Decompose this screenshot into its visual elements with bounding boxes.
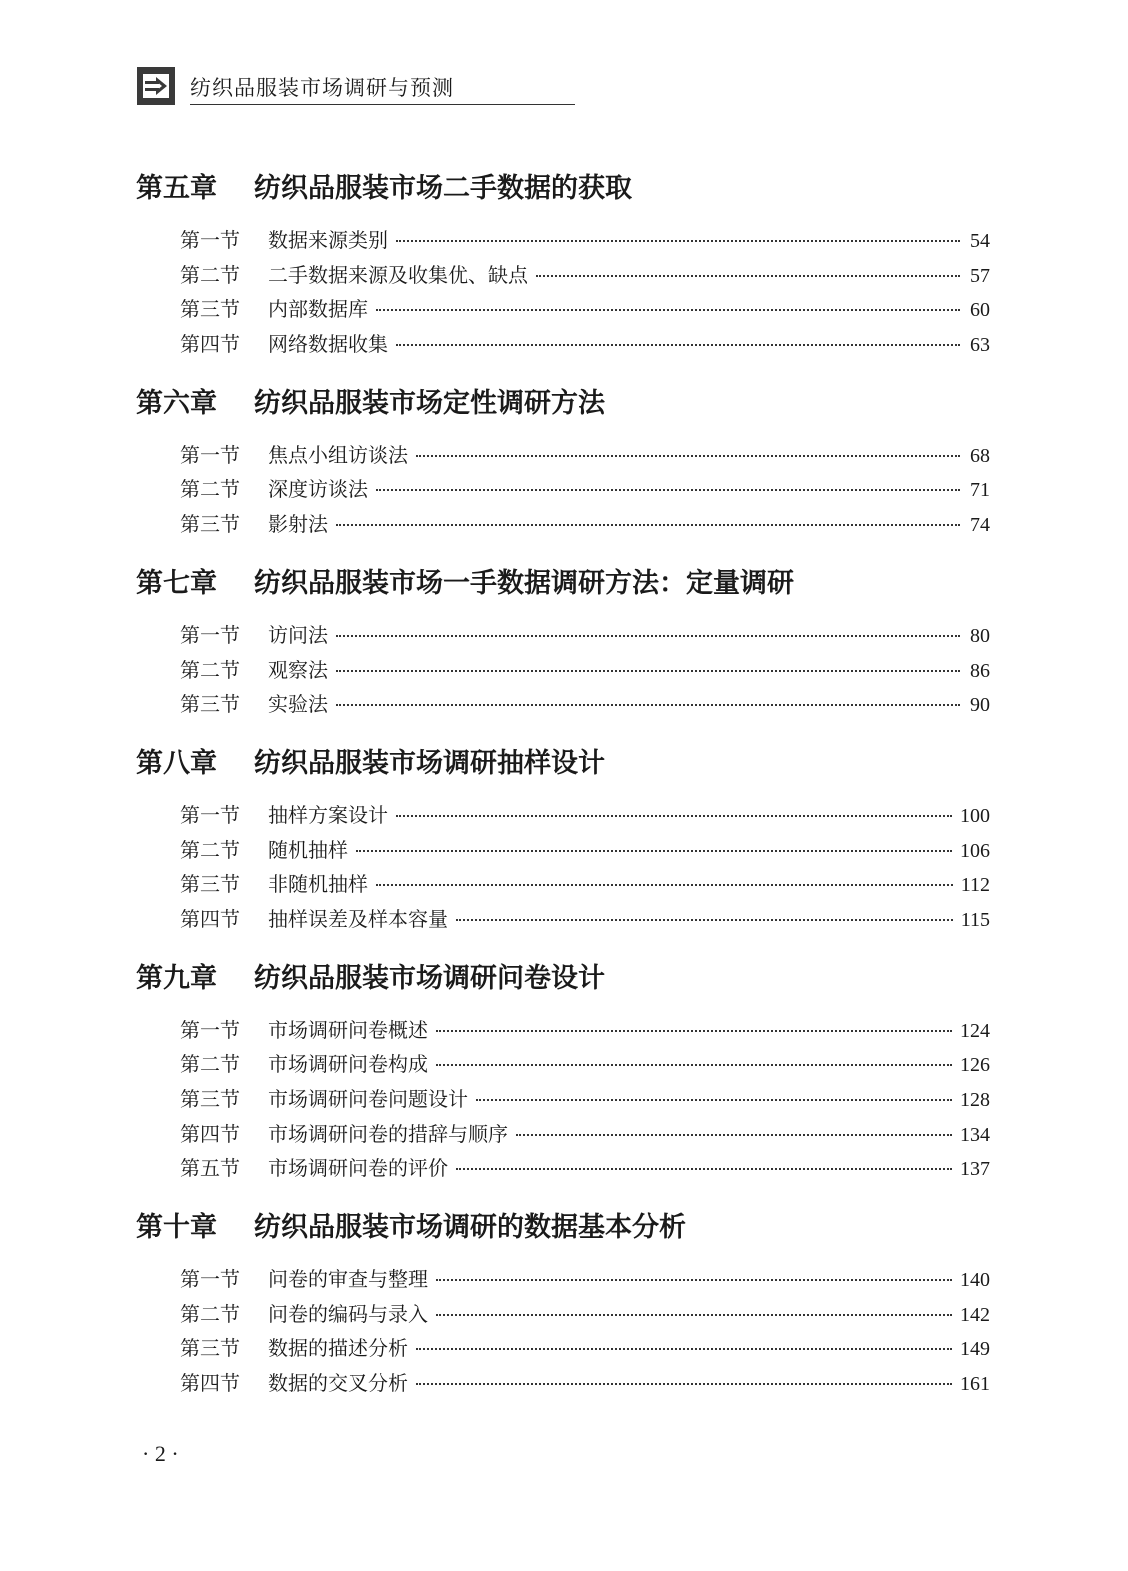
page-ref: 106 xyxy=(960,839,990,862)
toc-entry[interactable] xyxy=(136,1118,990,1153)
page-ref: 134 xyxy=(960,1123,990,1146)
page-ref: 68 xyxy=(970,444,990,467)
section-label: 第一节 xyxy=(180,442,240,467)
chapter-title: 纺织品服装市场调研的数据基本分析 xyxy=(254,1212,686,1244)
section-title: 市场调研问卷概述 xyxy=(268,1017,428,1042)
toc-entry[interactable] xyxy=(136,508,990,543)
page-ref: 124 xyxy=(960,1019,990,1042)
running-header xyxy=(136,66,996,108)
section-label: 第二节 xyxy=(180,262,240,287)
chapter-title: 纺织品服装市场调研抽样设计 xyxy=(254,747,605,779)
dot-leader xyxy=(536,275,960,277)
dot-leader xyxy=(416,1348,952,1350)
section-label: 第二节 xyxy=(180,1052,240,1077)
toc-entry[interactable] xyxy=(136,224,990,259)
chapter-heading[interactable] xyxy=(136,381,990,425)
section-title: 影射法 xyxy=(268,512,328,537)
page-ref: 140 xyxy=(960,1269,990,1292)
dot-leader xyxy=(436,1064,952,1066)
section-list xyxy=(136,619,990,723)
section-label: 第二节 xyxy=(180,657,240,682)
toc-entry[interactable] xyxy=(136,654,990,689)
page-ref: 74 xyxy=(970,514,990,537)
toc-entry[interactable] xyxy=(136,1332,990,1367)
section-title: 数据的交叉分析 xyxy=(268,1371,408,1396)
chapter xyxy=(136,956,990,1187)
arrow-right-box-icon xyxy=(136,66,176,106)
section-label: 第五节 xyxy=(180,1156,240,1181)
page-ref: 128 xyxy=(960,1089,990,1111)
page-number: · 2 · xyxy=(142,1441,179,1466)
page-ref: 115 xyxy=(960,908,990,931)
section-label: 第三节 xyxy=(180,692,240,717)
dot-leader xyxy=(396,344,960,346)
dot-leader xyxy=(416,1383,952,1385)
page-ref: 90 xyxy=(970,694,990,717)
page-ref: 57 xyxy=(970,264,990,287)
section-label: 第三节 xyxy=(180,512,240,537)
toc-entry[interactable] xyxy=(136,439,990,474)
toc-entry[interactable] xyxy=(136,1263,990,1298)
section-title: 数据的描述分析 xyxy=(268,1336,408,1361)
page-ref: 80 xyxy=(970,624,990,647)
page-ref: 112 xyxy=(960,874,990,897)
page-ref: 63 xyxy=(970,334,990,357)
section-title: 抽样误差及样本容量 xyxy=(268,906,448,931)
header-rule xyxy=(190,104,575,105)
toc-entry[interactable] xyxy=(136,688,990,723)
dot-leader xyxy=(436,1314,952,1316)
section-label: 第三节 xyxy=(180,1087,240,1111)
toc-entry[interactable] xyxy=(136,1367,990,1402)
chapter-label: 第七章 xyxy=(136,567,217,599)
page-ref: 100 xyxy=(960,804,990,827)
section-title: 内部数据库 xyxy=(268,297,368,322)
section-title: 市场调研问卷构成 xyxy=(268,1052,428,1077)
page-ref: 54 xyxy=(970,230,990,252)
toc-entry[interactable] xyxy=(136,1014,990,1049)
chapter xyxy=(136,166,990,363)
section-label: 第四节 xyxy=(180,1371,240,1396)
toc-entry[interactable] xyxy=(136,799,990,834)
chapter-heading[interactable] xyxy=(136,166,990,210)
dot-leader xyxy=(436,1279,952,1281)
section-label: 第四节 xyxy=(180,332,240,357)
section-title: 实验法 xyxy=(268,692,328,717)
dot-leader xyxy=(396,240,960,242)
section-title: 深度访谈法 xyxy=(268,477,368,502)
dot-leader xyxy=(376,309,960,311)
dot-leader xyxy=(376,884,953,886)
dot-leader xyxy=(356,850,952,852)
dot-leader xyxy=(456,1168,952,1170)
page-ref: 71 xyxy=(970,479,990,502)
chapter-label: 第五章 xyxy=(136,173,217,204)
section-title: 观察法 xyxy=(268,657,328,682)
section-title: 二手数据来源及收集优、缺点 xyxy=(268,262,528,287)
chapter-label: 第九章 xyxy=(136,962,217,994)
section-title: 非随机抽样 xyxy=(268,872,368,897)
section-label: 第一节 xyxy=(180,1017,240,1042)
section-label: 第三节 xyxy=(180,1336,240,1361)
section-list xyxy=(136,1263,990,1402)
dot-leader xyxy=(436,1030,952,1032)
chapter xyxy=(136,561,990,723)
chapter xyxy=(136,381,990,543)
toc-entry[interactable] xyxy=(136,1083,990,1118)
chapter-heading[interactable] xyxy=(136,1205,990,1249)
dot-leader xyxy=(336,524,960,526)
toc-entry[interactable] xyxy=(136,868,990,903)
page-ref: 142 xyxy=(960,1303,990,1326)
section-list xyxy=(136,1014,990,1187)
section-list xyxy=(136,439,990,543)
section-title: 市场调研问卷问题设计 xyxy=(268,1087,468,1111)
dot-leader xyxy=(476,1099,952,1101)
toc-entry[interactable] xyxy=(136,473,990,508)
toc-entry[interactable] xyxy=(136,259,990,294)
dot-leader xyxy=(456,919,953,921)
page-ref: 126 xyxy=(960,1054,990,1077)
section-title: 随机抽样 xyxy=(268,837,348,862)
toc-entry[interactable] xyxy=(136,1152,990,1187)
chapter-label: 第十章 xyxy=(136,1212,217,1244)
page-ref: 149 xyxy=(960,1338,990,1361)
chapter-heading[interactable] xyxy=(136,561,990,605)
dot-leader xyxy=(336,704,960,706)
section-title: 抽样方案设计 xyxy=(268,802,388,827)
page-ref: 137 xyxy=(960,1158,990,1181)
running-title: 纺织品服装市场调研与预测 xyxy=(190,76,454,100)
toc-entry[interactable] xyxy=(136,328,990,363)
toc-entry[interactable] xyxy=(136,903,990,938)
dot-leader xyxy=(396,815,952,817)
toc-entry[interactable] xyxy=(136,1048,990,1083)
section-list xyxy=(136,799,990,938)
dot-leader xyxy=(516,1134,952,1136)
page-ref: 161 xyxy=(960,1373,990,1396)
page-ref: 60 xyxy=(970,299,990,322)
section-title: 焦点小组访谈法 xyxy=(268,442,408,467)
chapter-title: 纺织品服装市场二手数据的获取 xyxy=(254,173,632,204)
section-title: 问卷的编码与录入 xyxy=(268,1301,428,1326)
section-title: 市场调研问卷的措辞与顺序 xyxy=(268,1121,508,1146)
chapter-label: 第八章 xyxy=(136,747,217,779)
chapter-heading[interactable] xyxy=(136,956,990,1000)
section-label: 第二节 xyxy=(180,477,240,502)
page-ref: 86 xyxy=(970,659,990,682)
chapter-title: 纺织品服装市场调研问卷设计 xyxy=(254,962,605,994)
section-list xyxy=(136,224,990,363)
section-label: 第一节 xyxy=(180,228,240,252)
section-title: 数据来源类别 xyxy=(268,228,388,252)
chapter xyxy=(136,741,990,938)
dot-leader xyxy=(336,670,960,672)
dot-leader xyxy=(376,489,960,491)
section-label: 第二节 xyxy=(180,837,240,862)
chapter-label: 第六章 xyxy=(136,387,217,419)
section-title: 网络数据收集 xyxy=(268,332,388,357)
toc-entry[interactable] xyxy=(136,1298,990,1333)
chapter-heading[interactable] xyxy=(136,741,990,785)
section-label: 第二节 xyxy=(180,1301,240,1326)
dot-leader xyxy=(336,635,960,637)
toc-entry[interactable] xyxy=(136,619,990,654)
section-label: 第四节 xyxy=(180,906,240,931)
section-title: 市场调研问卷的评价 xyxy=(268,1156,448,1181)
section-label: 第一节 xyxy=(180,802,240,827)
chapter-title: 纺织品服装市场定性调研方法 xyxy=(254,387,605,419)
chapter-title: 纺织品服装市场一手数据调研方法：定量调研 xyxy=(254,567,794,599)
section-title: 访问法 xyxy=(268,622,328,647)
toc-entry[interactable] xyxy=(136,834,990,869)
table-of-contents xyxy=(136,166,990,1402)
section-title: 问卷的审查与整理 xyxy=(268,1267,428,1292)
section-label: 第三节 xyxy=(180,297,240,322)
section-label: 第一节 xyxy=(180,1267,240,1292)
section-label: 第一节 xyxy=(180,622,240,647)
section-label: 第四节 xyxy=(180,1121,240,1146)
section-label: 第三节 xyxy=(180,872,240,897)
chapter xyxy=(136,1205,990,1402)
dot-leader xyxy=(416,455,960,457)
toc-entry[interactable] xyxy=(136,293,990,328)
